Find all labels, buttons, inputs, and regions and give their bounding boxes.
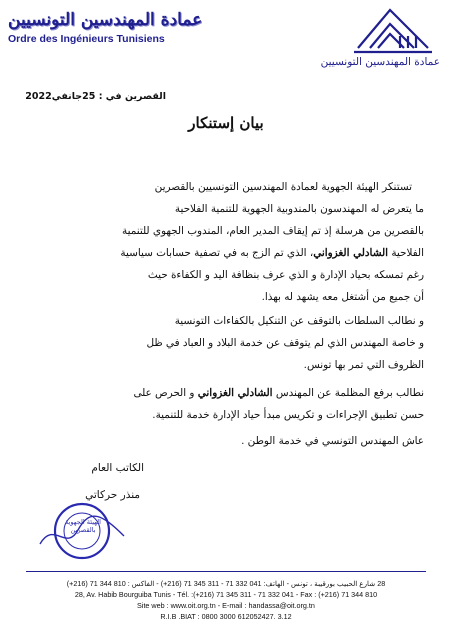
engineer-name: الشادلي الغزواني (313, 247, 389, 259)
body-line: و نطالب السلطات بالتوقف عن التنكيل بالكفاءات التونسية (174, 315, 424, 327)
document-date: القصرين في : 25جانفي2022 (25, 91, 166, 102)
body-line: حسن تطبيق الإجراءات و تكريس مبدأ حياد الإدارة خدمة للتنمية. (152, 409, 424, 421)
footer-address-french: 28, Av. Habib Bourguiba Tunis - Tél. :(+216) 71 345 311 - 71 332 041 - Fax : (+216) 71 344 810 (74, 590, 378, 599)
body-line: ما يتعرض له المهندسون بالمندوبية الجهوية للتنمية الفلاحية (174, 203, 424, 215)
body-line: أن جميع من أشتغل معه يشهد له بهذا. (261, 291, 424, 303)
logo-caption: عمادة المهندسين التونسيين (320, 56, 440, 68)
body-line: و خاصة المهندس الذي لم يتوقف عن خدمة البلاد و العباد في ظل (146, 337, 424, 349)
org-name-french: Ordre des Ingénieurs Tunisiens (8, 33, 165, 45)
document-body (26, 176, 424, 452)
body-line: رغم تمسكه بحياد الإدارة و الذي عرف بنظافة اليد و الكفاءة حيث (147, 269, 424, 281)
signatory-title: الكاتب العام (91, 462, 144, 474)
body-line-suffix: و الحرص على (133, 387, 198, 399)
body-line: تستنكر الهيئة الجهوية لعمادة المهندسين التونسيين بالقصرين (154, 181, 412, 193)
body-line-prefix: الفلاحية (388, 247, 424, 259)
paragraph-1 (26, 176, 424, 308)
body-line-prefix: نطالب برفع المظلمة عن المهندس (272, 387, 424, 399)
signatory-name: منذر حركاتي (85, 489, 140, 501)
body-line (26, 382, 424, 404)
body-line: الظروف التي تمر بها تونس. (303, 359, 424, 371)
org-name-arabic: عمادة المهندسين التونسيين (8, 10, 203, 30)
body-line-suffix: ، الذي تم الزج به في تصفية حسابات سياسية (120, 247, 314, 259)
closing-line (26, 430, 424, 452)
footer-web-email: Site web : www.oit.org.tn - E-mail : handassa@oit.org.tn (137, 601, 315, 610)
body-line: بالقصرين من هرسلة إذ تم إيقاف المدير العام، المندوب الجهوي للتنمية (122, 225, 424, 237)
engineer-name: الشادلي الغزواني (197, 387, 273, 399)
letterhead-footer (0, 578, 452, 622)
document-title: بيان إستنكار (188, 114, 264, 132)
footer-address-arabic: 28 شارع الحبيب بورقيبة ، تونس - الهاتف: 041 332 71 - 311 345 71 (216+) - الفاكس : 810 344 71 (216+) (66, 579, 386, 588)
footer-divider (26, 571, 426, 572)
paragraph-3 (26, 382, 424, 426)
letterhead-name (8, 10, 208, 45)
footer-bank-rib: R.I.B .BIAT : 0800 3000 612052427. 3.12 (160, 612, 292, 621)
body-line: عاش المهندس التونسي في خدمة الوطن . (241, 435, 424, 447)
body-line (26, 242, 424, 264)
paragraph-2 (26, 310, 424, 376)
stamp-text: الهيئة الجهوية بالقصرين (65, 518, 101, 534)
